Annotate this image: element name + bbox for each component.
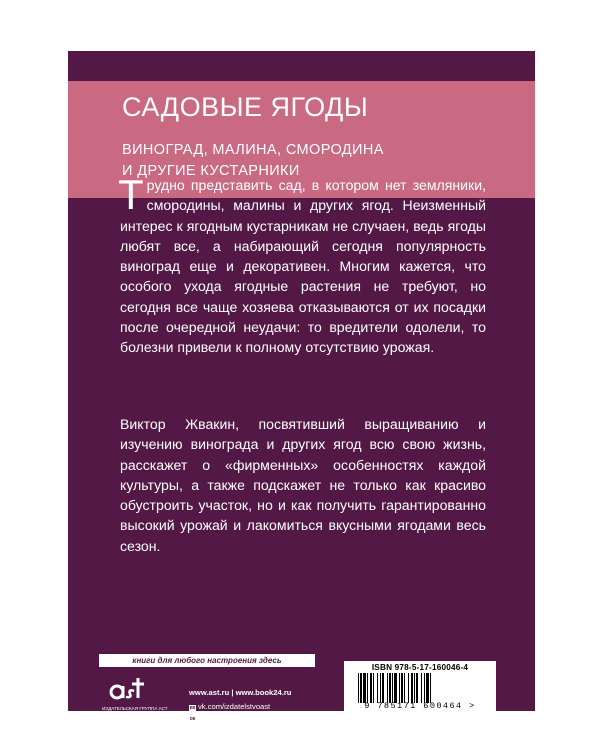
barcode-digits: 9 785171 600464 > (364, 701, 476, 711)
vk-icon: вк (189, 705, 196, 711)
barcode-block (344, 661, 496, 711)
book-back-cover (68, 51, 535, 722)
barcode-bar (414, 673, 415, 703)
drop-cap: Т (118, 171, 144, 218)
description-paragraph-2: Виктор Жвакин, посвятивший выращиванию и изучению винограда и других ягод всю свою жизнь, расскажет о «фирменных» особенностях каждой культуры, а также подскажет не только как красиво обустроить участок, но и как получить гарантированно высокий урожай и лакомиться вкусными ягодами весь сезон. (120, 416, 486, 554)
social-ok (189, 713, 263, 723)
publisher-websites: www.ast.ru | www.book24.ru (189, 688, 292, 697)
paragraph-1-text: рудно представить сад, в котором нет земляники, смородины, малины и других ягод. Неизменный интерес к ягодным кустарникам не случаен, ведь ягоды любят все, а набирающий сегодня популярность виноград еще и декоративен. Многим кажется, что особого ухода ягодные растения не требуют, но сегодня все чаще хозяева отказываются от их посадки после очередной неудачи: то вредители одолели, то болезни привели к полному отсутствию урожая. (120, 177, 486, 356)
barcode-image (356, 673, 484, 703)
barcode-bar (360, 673, 362, 703)
barcode-bar (363, 673, 366, 703)
barcode-bar (373, 673, 374, 703)
barcode-bar (382, 673, 384, 703)
barcode-bar (389, 673, 391, 703)
barcode-bar (399, 673, 400, 703)
publisher-tagline: книги для любого настроения здесь (99, 654, 315, 667)
barcode-bar (408, 673, 409, 703)
ast-logo-icon (108, 676, 144, 700)
ok-link: ok.ru/izdatelstvoast (198, 713, 263, 722)
barcode-bar (416, 673, 418, 703)
publisher-logo (102, 676, 168, 711)
book-subtitle-line-1: ВИНОГРАД, МАЛИНА, СМОРОДИНА (122, 142, 384, 158)
social-vk (189, 702, 270, 712)
vk-link: vk.com/izdatelstvoast (198, 702, 271, 711)
logo-caption: ИЗДАТЕЛЬСКАЯ ГРУППА АСТ (102, 706, 168, 711)
barcode-bar (394, 673, 397, 703)
barcode-bar (421, 673, 422, 703)
barcode-bar (404, 673, 405, 703)
book-title: САДОВЫЕ ЯГОДЫ (122, 92, 369, 122)
barcode-bar (358, 673, 359, 703)
barcode-bar (401, 673, 403, 703)
barcode-bar (367, 673, 368, 703)
barcode-bar (392, 673, 393, 703)
isbn-number: ISBN 978-5-17-160046-4 (371, 663, 469, 672)
barcode-bar (426, 673, 429, 703)
barcode-bar (424, 673, 425, 703)
ok-icon: ок (189, 716, 196, 722)
barcode-bar (377, 673, 378, 703)
book-subtitle-line-2: И ДРУГИЕ КУСТАРНИКИ (122, 163, 300, 179)
barcode-bar (370, 673, 372, 703)
barcode-bar (387, 673, 388, 703)
barcode-bar (430, 673, 431, 703)
barcode-bar (411, 673, 413, 703)
barcode-bar (380, 673, 381, 703)
